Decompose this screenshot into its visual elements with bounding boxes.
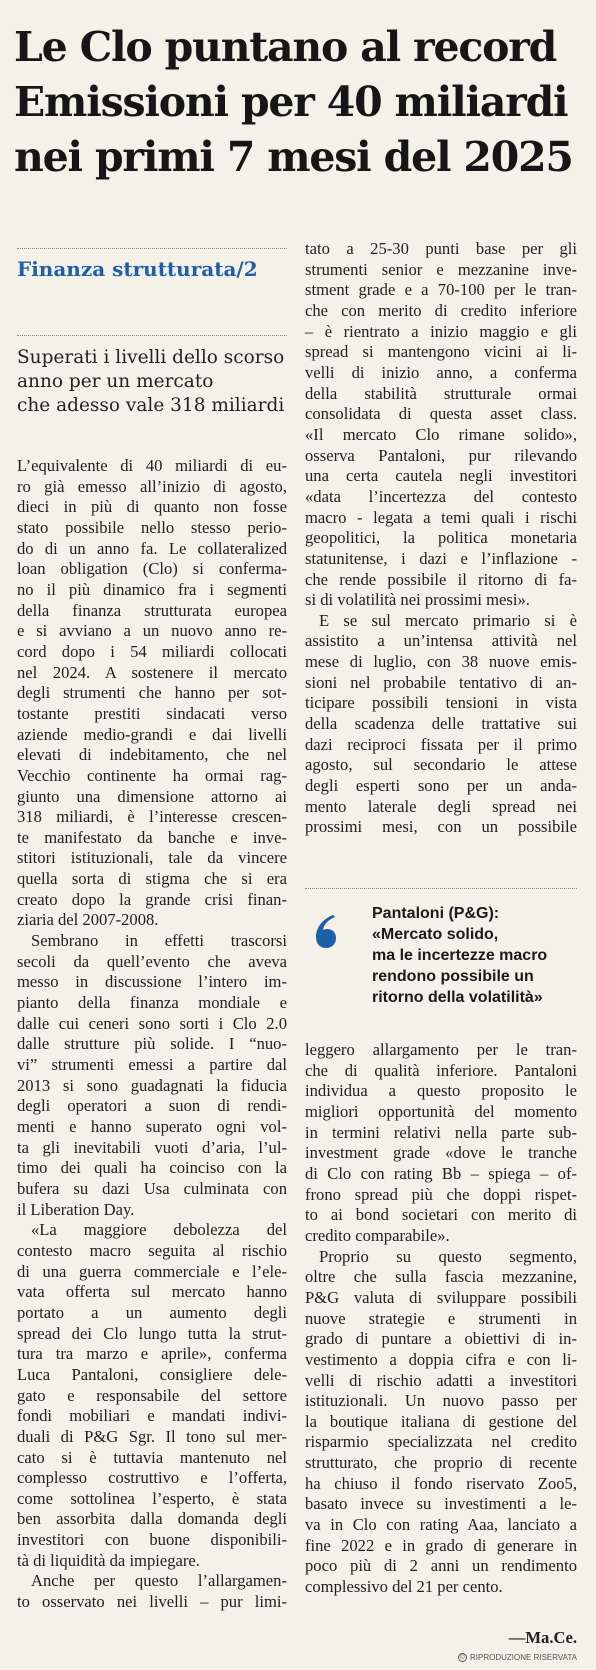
body-line: si di volatilità nei prossimi mesi». <box>305 590 530 610</box>
body-line: to ai bond societari con merito di <box>305 1205 577 1225</box>
body-line: L’equivalente di 40 miliardi di eu- <box>17 456 287 475</box>
body-line: ha chiuso il fondo riservato Zoo5, <box>305 1473 577 1493</box>
section-label: Finanza strutturata/2 <box>17 248 287 281</box>
body-line: nuove strategie e strumenti in <box>305 1308 577 1328</box>
body-line: nel 2024. A sostenere il mercato <box>17 662 287 682</box>
body-line: che rende possibile il ritorno di fa- <box>305 569 577 589</box>
body-line: che di qualità inferiore. Pantaloni <box>305 1060 577 1080</box>
body-line: risparmio specializzata nel credito <box>305 1432 577 1452</box>
body-line: dalle cui ceneri sono sorti i Clo 2.0 <box>17 1013 287 1033</box>
body-line: stment grade e a 70-100 per le tran- <box>305 280 577 300</box>
body-line: della stabilità strutturale ormai <box>305 383 577 403</box>
body-line: 318 miliardi, è l’interesse crescen- <box>17 807 287 827</box>
subhead-line: che adesso vale 318 miliardi <box>17 395 285 416</box>
body-line: timo dei quali ha coinciso con la <box>17 1158 287 1178</box>
body-line: loan obligation (Clo) si conferma- <box>17 559 287 579</box>
body-line: «Il mercato Clo rimane solido», <box>305 424 577 444</box>
body-line: va in Clo con rating Aaa, lanciato a <box>305 1515 577 1535</box>
body-line: di Clo con rating Bb – spiega – of- <box>305 1163 577 1183</box>
body-line: tato a 25-30 punti base per gli <box>305 239 577 258</box>
pull-quote-text <box>372 903 582 1008</box>
subhead-line: anno per un mercato <box>17 371 214 392</box>
headline-line: Le Clo puntano al record <box>14 23 557 71</box>
body-line: aziende medio-grandi e dai livelli <box>17 724 287 744</box>
body-line: dazi reciproci fissata per il primo <box>305 734 577 754</box>
body-line: elevati di indebitamento, che nel <box>17 745 287 765</box>
body-line: te manifestato da banche e inve- <box>17 827 287 847</box>
body-line: macro - legata a temi quali i rischi <box>305 507 577 527</box>
body-line: cato si è tuttavia mantenuto nel <box>17 1447 287 1467</box>
body-line: – è rientrato a inizio maggio e gli <box>305 321 577 341</box>
body-line: Proprio su questo segmento, <box>319 1246 577 1266</box>
author-signature: —Ma.Ce. <box>508 1628 577 1647</box>
body-line: vi” strumenti emessi a partire dal <box>17 1055 287 1075</box>
body-line: grado di puntare a obiettivi di in- <box>305 1329 577 1349</box>
body-line: stato possibile nello stesso perio- <box>17 517 287 537</box>
body-line: Anche per questo l’allargamen- <box>31 1571 287 1591</box>
body-line: basato invece su investimenti a le- <box>305 1494 577 1514</box>
quote-mark-icon <box>313 913 339 949</box>
body-line: della finanza strutturata europea <box>17 600 287 620</box>
body-line: consolidata di questa asset class. <box>305 404 577 424</box>
body-line: spread dei Clo lungo tutta la strut- <box>17 1323 287 1343</box>
pull-quote <box>305 888 577 1021</box>
body-line: tostante prestiti sindacati verso <box>17 703 287 723</box>
body-line: oltre che sulla fascia mezzanine, <box>305 1267 577 1287</box>
body-line: dieci in più di quanto non fosse <box>17 497 287 517</box>
body-line: in termini relativi nella parte sub- <box>305 1122 577 1142</box>
body-line: credito comparabile». <box>305 1225 450 1245</box>
copyright-text: RIPRODUZIONE RISERVATA <box>470 1653 577 1662</box>
body-line: strumenti senior e mezzanine inve- <box>305 259 577 279</box>
body-line: degli strumenti che hanno per sot- <box>17 683 287 703</box>
body-line: una certa cautela negli investitori <box>305 466 577 486</box>
body-line: Sembrano in effetti trascorsi <box>31 931 287 951</box>
body-line: pianto della finanza mondiale e <box>17 993 287 1013</box>
body-line: velli di inizio anno, a conferma <box>305 362 577 382</box>
body-line: ben assorbita dalla domanda degli <box>17 1509 287 1529</box>
headline-line: Emissioni per 40 miliardi <box>14 78 568 126</box>
body-line: fondi mobiliari e mandati indivi- <box>17 1406 287 1426</box>
body-line: dalle strutture più solide. I “nuo- <box>17 1034 287 1054</box>
body-line: 2013 si sono guadagnati la fiducia <box>17 1075 287 1095</box>
body-line: investment grade «dove le tranche <box>305 1143 577 1163</box>
body-line: della scadenza delle trattative sui <box>305 714 577 734</box>
body-line: la boutique italiana di gestione del <box>305 1411 577 1431</box>
body-line: tà di liquidità da impiegare. <box>17 1550 200 1570</box>
body-line: messo in discussione l’intero im- <box>17 972 287 992</box>
subhead <box>17 335 287 418</box>
body-line: prossimi mesi, con un possibile <box>305 817 577 837</box>
body-line: vata offerta sul mercato hanno <box>17 1282 287 1302</box>
copyright-icon: © <box>458 1653 467 1662</box>
headline <box>14 20 584 185</box>
body-line: individua a questo proposito le <box>305 1081 577 1101</box>
body-line: to osservato nei livelli – pur limi- <box>17 1592 287 1612</box>
body-line: secoli da quell’evento che aveva <box>17 951 287 971</box>
body-line: stitori istituzionali, tale da vincere <box>17 848 287 868</box>
body-line: portato a un aumento degli <box>17 1302 287 1322</box>
body-line: strutturato, che proprio di recente <box>305 1453 577 1473</box>
body-line: bufera su dazi Usa culminata con <box>17 1178 287 1198</box>
body-line: osserva Pantaloni, pur rilevando <box>305 445 577 465</box>
body-line: vestimento a doppia cifra e con li- <box>305 1349 577 1369</box>
body-line: geopolitici, la politica monetaria <box>305 528 577 548</box>
body-line: no il più dinamico fra i segmenti <box>17 579 287 599</box>
body-line: investitori con buone disponibili- <box>17 1530 287 1550</box>
subhead-line: Superati i livelli dello scorso <box>17 347 285 368</box>
body-line: ta gli inevitabili vuoti d’aria, l’ul- <box>17 1137 287 1157</box>
body-line: migliori opportunità del momento <box>305 1101 577 1121</box>
body-line: fine 2022 e in grado di generare in <box>305 1535 577 1555</box>
body-line: P&G valuta di sviluppare possibili <box>305 1287 577 1307</box>
body-column-right-bottom <box>305 1040 577 1598</box>
body-line: assistito a un’intensa attività nel <box>305 631 577 651</box>
body-line: gato e responsabile del settore <box>17 1385 287 1405</box>
body-line: Vecchio continente ha ormai rag- <box>17 765 287 785</box>
body-line: quella sorta di stigma che si era <box>17 869 287 889</box>
body-line: poco più di 2 anni un rendimento <box>305 1556 577 1576</box>
body-line: cord dopo i 54 miliardi collocati <box>17 641 287 661</box>
body-line: istituzionali. Un nuovo passo per <box>305 1391 577 1411</box>
body-column-right-top <box>305 239 577 838</box>
body-line: statunitense, i dazi e l’inflazione - <box>305 548 577 568</box>
body-line: mento laterale degli spread nei <box>305 796 577 816</box>
body-line: do di un anno fa. Le collateralized <box>17 538 287 558</box>
body-line: velli di rischio adatti a investitori <box>305 1370 577 1390</box>
body-line: e si avviano a un nuovo anno re- <box>17 621 287 641</box>
body-line: creato dopo la grande crisi finan- <box>17 889 287 909</box>
body-line: frono spread più che doppi rispet- <box>305 1184 577 1204</box>
body-line: giunto una dimensione attorno ai <box>17 786 287 806</box>
body-line: degli operatori a suon di rendi- <box>17 1096 287 1116</box>
body-line: mese di luglio, con 38 nuove emis- <box>305 652 577 672</box>
body-line: degli esperti sono per un anda- <box>305 776 577 796</box>
body-line: agosto, sul secondario le attese <box>305 755 577 775</box>
body-line: che con merito di credito inferiore <box>305 300 577 320</box>
body-line: di una guerra commerciale e l’ele- <box>17 1261 287 1281</box>
body-line: complessivo del 21 per cento. <box>305 1577 503 1597</box>
body-line: ro già emesso all’inizio di agosto, <box>17 476 287 496</box>
body-column-left <box>17 456 287 1613</box>
body-line: Luca Pantaloni, consigliere dele- <box>17 1364 287 1384</box>
body-line: «La maggiore debolezza del <box>31 1220 287 1240</box>
body-line: ziaria del 2007-2008. <box>17 910 159 930</box>
quote-line: rendono possibile un <box>372 968 534 985</box>
quote-line: ritorno della volatilità» <box>372 989 543 1006</box>
quote-line: «Mercato solido, <box>372 926 499 943</box>
copyright-notice <box>458 1653 577 1662</box>
body-line: E se sul mercato primario si è <box>319 610 577 630</box>
body-line: come sottolinea l’esperto, è stata <box>17 1488 287 1508</box>
body-line: sioni nel probabile tentativo di an- <box>305 672 577 692</box>
body-line: ticipare possibili tensioni in vista <box>305 693 577 713</box>
body-line: «data l’incertezza del contesto <box>305 486 577 506</box>
body-line: complesso costruttivo e l’offerta, <box>17 1468 287 1488</box>
headline-line: nei primi 7 mesi del 2025 <box>14 133 573 181</box>
body-line: duali di P&G Sgr. Il tono sul mer- <box>17 1426 287 1446</box>
body-line: menti e hanno superato ogni vol- <box>17 1117 287 1136</box>
body-line: spread si mantengono vicini ai li- <box>305 342 577 362</box>
body-line: leggero allargamento per le tran- <box>305 1040 577 1059</box>
quote-line: ma le incertezze macro <box>372 947 548 964</box>
body-line: contesto macro seguita al rischio <box>17 1240 287 1260</box>
body-line: il Liberation Day. <box>17 1199 135 1219</box>
quote-line: Pantaloni (P&G): <box>372 905 500 922</box>
body-line: tura tra marzo e aprile», conferma <box>17 1344 287 1364</box>
